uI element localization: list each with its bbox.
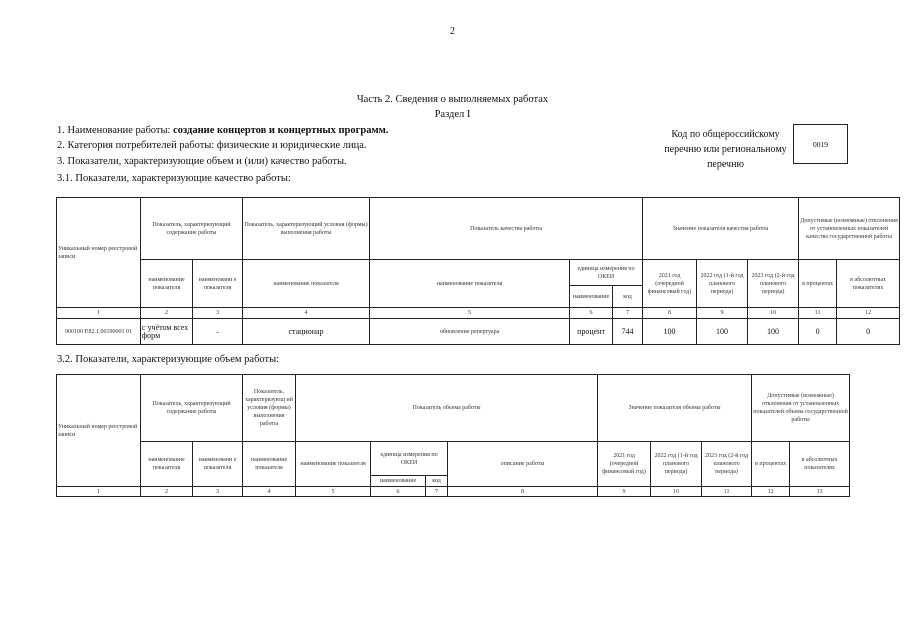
page-number: 2 xyxy=(450,26,455,37)
section-title: Раздел I xyxy=(434,109,471,120)
quality-table xyxy=(56,197,900,345)
header-indicator-name: наименование показателя xyxy=(243,442,296,487)
cell-value-2022: 100 xyxy=(697,319,748,345)
code-label-line-1: Код по общероссийскому xyxy=(671,129,780,140)
cell-indicator: обновление репертуара xyxy=(370,319,570,345)
column-number: 8 xyxy=(448,487,598,497)
header-unit-code: код xyxy=(613,286,643,308)
cell-condition: стационар xyxy=(243,319,370,345)
header-absolute: в абсолютных показателях xyxy=(790,442,850,487)
header-indicator-name: наименование показателя xyxy=(141,442,193,487)
consumer-category-line: 2. Категория потребителей работы: физические и юридические лица. xyxy=(57,140,367,151)
column-number: 4 xyxy=(243,487,296,497)
quality-indicators-heading: 3.1. Показатели, характеризующие качество работы: xyxy=(57,173,291,184)
column-number: 10 xyxy=(651,487,702,497)
header-conditions-indicator: Показатель, характеризующ ий условия (формы) выполнения работы xyxy=(243,375,296,442)
volume-indicators-heading: 3.2. Показатели, характеризующие объем работы: xyxy=(57,354,280,365)
header-quality-value: Значение показателя качества работы xyxy=(643,198,799,260)
header-year-2023: 2023 год (2-й год планового периода) xyxy=(748,260,799,308)
header-indicator-name: наименование показателя xyxy=(141,260,193,308)
header-indicator-name: наименование показателя xyxy=(296,442,371,487)
header-unit: единица измерения по ОКЕИ xyxy=(570,260,643,286)
column-number: 13 xyxy=(790,487,850,497)
header-year-2021: 2021 год (очередной финансовый год) xyxy=(598,442,651,487)
cell-unique-number: 900100 Р.82.1.00190001 01 xyxy=(57,319,141,345)
volume-table xyxy=(56,374,850,497)
header-unit: единица измерения по ОКЕИ xyxy=(371,442,448,476)
code-label xyxy=(648,127,803,172)
table-row xyxy=(57,319,900,345)
header-year-2021: 2021 год (очередной финансовый год) xyxy=(643,260,697,308)
header-conditions-indicator: Показатель, характеризующий условия (формы) выполнения работы xyxy=(243,198,370,260)
cell-deviation-absolute: 0 xyxy=(837,319,900,345)
column-number: 3 xyxy=(193,308,243,319)
column-number: 3 xyxy=(193,487,243,497)
header-content-indicator: Показатель, характеризующий содержание работы xyxy=(141,198,243,260)
column-number: 9 xyxy=(697,308,748,319)
column-number-row xyxy=(57,487,850,497)
header-unit-name: наименование xyxy=(371,476,426,487)
column-number: 5 xyxy=(296,487,371,497)
column-number: 5 xyxy=(370,308,570,319)
cell-unit-code: 744 xyxy=(613,319,643,345)
column-number: 11 xyxy=(702,487,752,497)
code-box: 0019 xyxy=(793,124,848,164)
column-number: 8 xyxy=(643,308,697,319)
header-volume-indicator: Показатель объема работы xyxy=(296,375,598,442)
indicators-line: 3. Показатели, характеризующие объем и (или) качество работы. xyxy=(57,156,347,167)
work-name-label: 1. Наименование работы: xyxy=(57,125,174,136)
header-unique-number: Уникальный номер реестровой записи xyxy=(57,198,141,308)
cell-value-2021: 100 xyxy=(643,319,697,345)
header-unique-number: Уникальный номер реестровой записи xyxy=(57,375,141,487)
header-indicator-name: наименование показателя xyxy=(243,260,370,308)
header-quality-indicator: Показатель качества работы xyxy=(370,198,643,260)
column-number-row xyxy=(57,308,900,319)
header-percent: в процентах xyxy=(752,442,790,487)
part-title: Часть 2. Сведения о выполняемых работах xyxy=(356,94,549,105)
cell-content-1: с учётом всех форм xyxy=(141,319,193,345)
code-label-line-2: перечню или региональному xyxy=(664,144,787,155)
header-indicator-name: наименовани е показателя xyxy=(193,442,243,487)
column-number: 10 xyxy=(748,308,799,319)
header-year-2022: 2022 год (1-й год планового периода) xyxy=(651,442,702,487)
header-year-2022: 2022 год (1-й год планового периода) xyxy=(697,260,748,308)
header-volume-value: Значение показателя объема работы xyxy=(598,375,752,442)
header-percent: в процентах xyxy=(799,260,837,308)
column-number: 1 xyxy=(57,487,141,497)
header-deviation: Допустимые (возможные) отклонения от установленных показателей объема государственной работы xyxy=(752,375,850,442)
header-indicator-name: наименовани е показателя xyxy=(193,260,243,308)
column-number: 12 xyxy=(837,308,900,319)
header-deviation: Допустимые (возможные) отклонения от установленных показателей качества государственной работы xyxy=(799,198,900,260)
work-name-value: создание концертов и концертных программ. xyxy=(173,125,389,136)
cell-deviation-percent: 0 xyxy=(799,319,837,345)
header-indicator-name: наименование показателя xyxy=(370,260,570,308)
column-number: 7 xyxy=(426,487,448,497)
column-number: 2 xyxy=(141,308,193,319)
header-unit-name: наименование xyxy=(570,286,613,308)
header-unit-code: код xyxy=(426,476,448,487)
cell-unit-name: процент xyxy=(570,319,613,345)
column-number: 7 xyxy=(613,308,643,319)
header-work-description: описание работы xyxy=(448,442,598,487)
column-number: 4 xyxy=(243,308,370,319)
column-number: 6 xyxy=(570,308,613,319)
column-number: 12 xyxy=(752,487,790,497)
header-content-indicator: Показатель, характеризующий содержание работы xyxy=(141,375,243,442)
code-label-line-3: перечню xyxy=(707,159,744,170)
cell-content-2: - xyxy=(193,319,243,345)
column-number: 2 xyxy=(141,487,193,497)
column-number: 6 xyxy=(371,487,426,497)
cell-value-2023: 100 xyxy=(748,319,799,345)
header-year-2023: 2023 год (2-й год планового периода) xyxy=(702,442,752,487)
work-name-line xyxy=(57,125,388,136)
column-number: 1 xyxy=(57,308,141,319)
column-number: 9 xyxy=(598,487,651,497)
column-number: 11 xyxy=(799,308,837,319)
header-absolute: в абсолютных показателях xyxy=(837,260,900,308)
